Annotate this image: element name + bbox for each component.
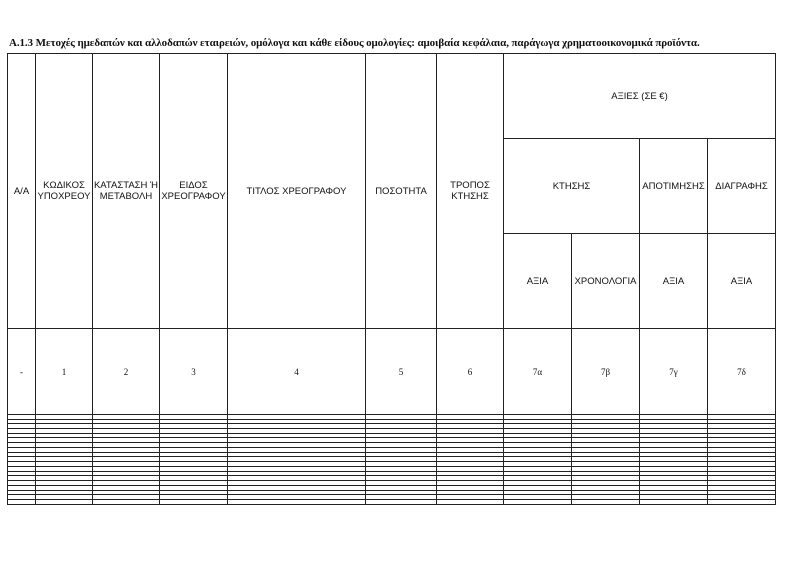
section-title: Α.1.3 Μετοχές ημεδαπών και αλλοδαπών εταιρειών, ομόλογα και κάθε είδους ομολογίες: αμοιβαία κεφάλαια, παράγωγα χρηματοοικονομικά προϊόντα. xyxy=(9,37,700,49)
header-valuation: ΑΠΟΤΙΜΗΣΗΣ xyxy=(640,139,708,234)
table-cell[interactable] xyxy=(36,500,93,505)
column-number: 5 xyxy=(366,329,437,414)
header-code: ΚΩΔΙΚΟΣ ΥΠΟΧΡΕΟΥ xyxy=(36,54,93,329)
header-acquisition-date: ΧΡΟΝΟΛΟΓΙΑ xyxy=(572,234,640,329)
column-number: 7δ xyxy=(708,329,776,414)
column-number: 7γ xyxy=(640,329,708,414)
column-number: - xyxy=(8,329,36,414)
table-cell[interactable] xyxy=(572,500,640,505)
column-number: 1 xyxy=(36,329,93,414)
column-number-row xyxy=(8,329,776,414)
column-number: 7α xyxy=(504,329,572,414)
column-number: 2 xyxy=(93,329,160,414)
table-cell[interactable] xyxy=(8,500,36,505)
header-acquisition-value: ΑΞΙΑ xyxy=(504,234,572,329)
header-valuation-value: ΑΞΙΑ xyxy=(640,234,708,329)
table-cell[interactable] xyxy=(640,500,708,505)
table-cell[interactable] xyxy=(437,500,504,505)
header-title: ΤΙΤΛΟΣ ΧΡΕΟΓΡΑΦΟΥ xyxy=(228,54,366,329)
column-number: 6 xyxy=(437,329,504,414)
header-values-group: ΑΞΙΕΣ (ΣΕ €) xyxy=(504,54,776,139)
header-quantity: ΠΟΣΟΤΗΤΑ xyxy=(366,54,437,329)
table-cell[interactable] xyxy=(93,500,160,505)
header-deletion-value: ΑΞΙΑ xyxy=(708,234,776,329)
header-status: ΚΑΤΑΣΤΑΣΗ Ή ΜΕΤΑΒΟΛΗ xyxy=(93,54,160,329)
table-cell[interactable] xyxy=(228,500,366,505)
securities-table xyxy=(7,53,776,505)
table-cell[interactable] xyxy=(160,500,228,505)
column-number: 3 xyxy=(160,329,228,414)
header-deletion: ΔΙΑΓΡΑΦΗΣ xyxy=(708,139,776,234)
header-aa: Α/Α xyxy=(8,54,36,329)
table-cell[interactable] xyxy=(504,500,572,505)
header-acquisition: ΚΤΗΣΗΣ xyxy=(504,139,640,234)
column-number: 4 xyxy=(228,329,366,414)
column-number: 7β xyxy=(572,329,640,414)
header-acquisition-method: ΤΡΟΠΟΣ ΚΤΗΣΗΣ xyxy=(437,54,504,329)
table-cell[interactable] xyxy=(708,500,776,505)
table-cell[interactable] xyxy=(366,500,437,505)
header-type: ΕΙΔΟΣ ΧΡΕΟΓΡΑΦΟΥ xyxy=(160,54,228,329)
table-row xyxy=(8,500,776,505)
